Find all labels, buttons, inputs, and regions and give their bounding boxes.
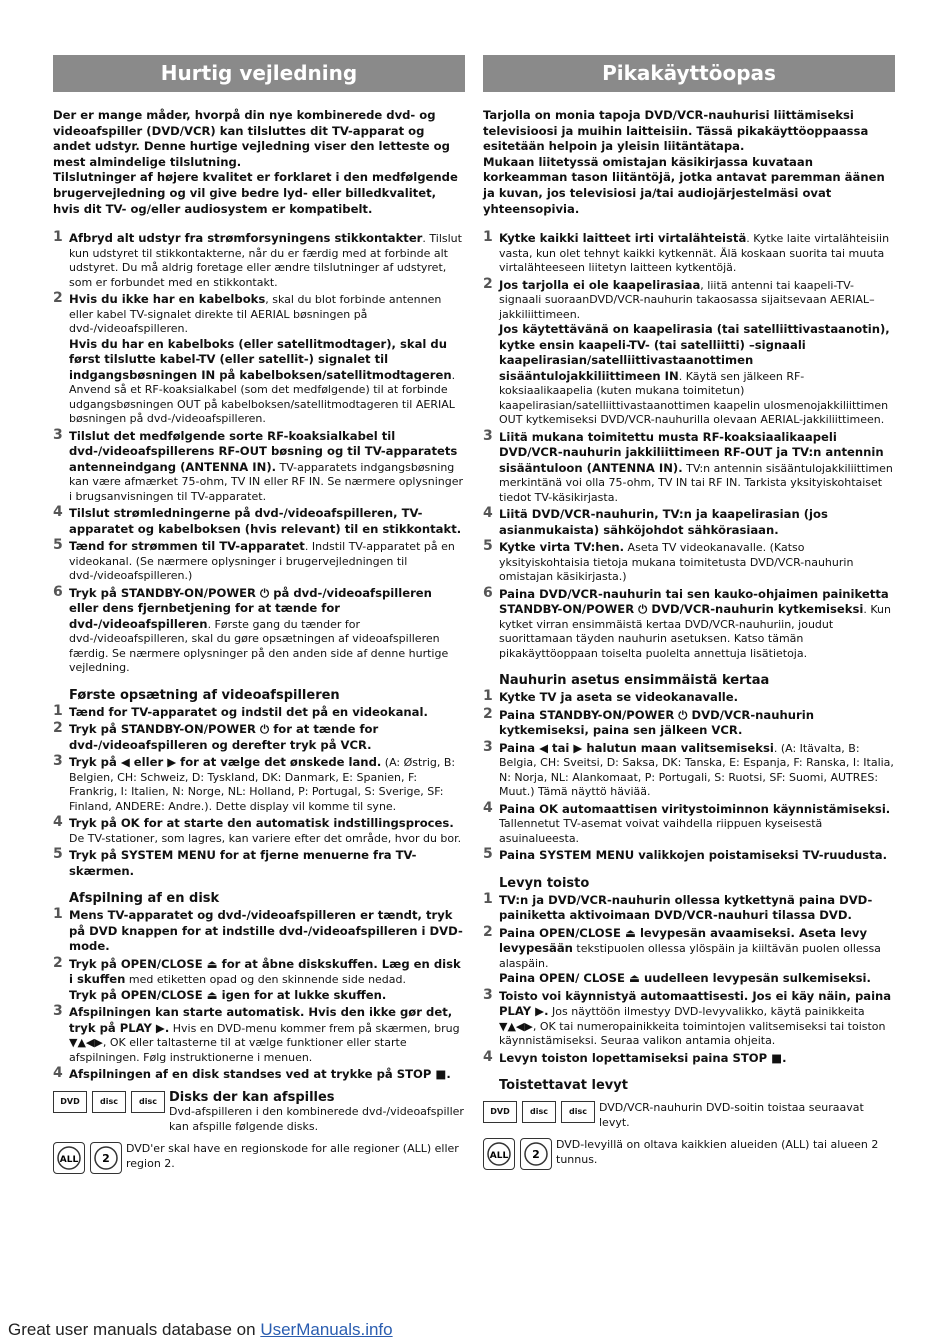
step-instruction: Tryk på SYSTEM MENU for at fjerne menuerne fra TV-skærmen. [69, 848, 417, 878]
footer-link[interactable]: UserManuals.info [260, 1320, 393, 1339]
step-number: 3 [483, 427, 493, 444]
discs-description: Dvd-afspilleren i den kombinerede dvd-/videoafspiller kan afspille følgende disks. [169, 1105, 464, 1133]
step-detail: Jos näyttöön ilmestyy DVD-levyvalikko, käytä painikkeita ▼▲◀▶, OK tai numeropainikkeita toimintojen valitsemiseksi tai toiston käynnistämiseksi. Seuraa valikon antamia ohjeita. [499, 1005, 886, 1048]
step-instruction: Paina SYSTEM MENU valikkojen poistamiseksi TV-ruudusta. [499, 848, 887, 863]
setup-heading: Nauhurin asetus ensimmäistä kertaa [499, 673, 770, 689]
step-number: 5 [483, 846, 493, 863]
step-detail: . Kytke laite virtalähteisiin vasta, kun olet tehnyt kaikki kytkennät. Älä koskaan suorita tai muuta virtalähteeseen liitetyn laitteen kytkentöjä. [499, 232, 890, 275]
step-number: 3 [53, 753, 63, 770]
step-item [483, 890, 895, 924]
step-detail: TV-apparatets indgangsbøsning kan være afmærket 75-ohm, TV IN eller RF IN. Se nærmere oplysninger i brugsanvisningen til TV-apparatet. [69, 460, 463, 503]
step-instruction: Tænd for TV-apparatet og indstil det på en videokanal. [69, 704, 428, 719]
step-instruction: Afspilningen kan starte automatisk. Hvis den ikke gør det, tryk på PLAY ▶. [69, 1005, 453, 1035]
step-detail: . Kun kytket virran ensimmäistä kertaa DVD/VCR-nauhuriin, joudut suorittamaan täyden nauhurin asetuksen. Katso tämän pikakäyttöoppaan toiselta puolelta annettuja lisätietoja. [499, 603, 891, 660]
step-item [53, 702, 465, 721]
step-number: 1 [483, 890, 493, 907]
step-item [53, 292, 465, 427]
region-2-globe-icon [520, 1138, 552, 1170]
step-instruction: Paina STANDBY-ON/POWER ⏻ DVD/VCR-nauhurin kytkemiseksi, paina sen jälkeen VCR. [499, 707, 814, 738]
step-number: 6 [483, 584, 493, 601]
connection-steps [53, 231, 465, 676]
step-number: 2 [53, 290, 63, 307]
step-number: 2 [483, 923, 493, 940]
svg-text:ALL: ALL [59, 1155, 79, 1166]
step-number: 4 [483, 1048, 493, 1065]
finnish-column [483, 55, 895, 1170]
step-instruction: Tryk på OK for at starte den automatisk indstillingsproces. [69, 816, 454, 831]
step-instruction: Hvis du ikke har en kabelboks [69, 292, 266, 307]
step-number: 1 [483, 229, 493, 246]
step-instruction: Kytke TV ja aseta se videokanavalle. [499, 690, 739, 705]
step-item [53, 848, 465, 879]
intro-text [53, 108, 465, 217]
step-detail: Aseta TV videokanavalle. (Katso yksityiskohtaisia tietoja mukana toimitetusta DVD/VCR-nauhurin omistajan käsikirjasta.) [499, 541, 854, 584]
step-instruction: Jos tarjolla ei ole kaapelirasiaa [499, 277, 701, 292]
setup-steps [53, 702, 465, 880]
region-codes [483, 1138, 895, 1170]
step-item [483, 507, 895, 538]
play-heading: Levyn toisto [499, 875, 590, 891]
region-all-globe-icon [53, 1142, 85, 1174]
step-detail: De TV-stationer, som lagres, kan variere efter det område, hvor du bor. [69, 831, 462, 845]
step-number: 6 [53, 583, 63, 600]
step-item [53, 908, 465, 955]
step-instruction: Afbryd alt udstyr fra strømforsyningens stikkontakter [69, 231, 423, 246]
step-number: 2 [483, 705, 493, 722]
step-item [483, 705, 895, 739]
step-item [483, 986, 895, 1049]
step-instruction: Tryk på OPEN/CLOSE ⏏ for at åbne diskskuffen. Læg en disk i skuffen [69, 956, 461, 987]
danish-column [53, 55, 465, 1174]
cd-logo-icon: disc [92, 1091, 126, 1113]
step-item [483, 275, 895, 428]
step-item [53, 1005, 465, 1065]
step-item [483, 848, 895, 864]
step-instruction: Jos käytettävänä on kaapelirasia (tai satelliittivastaanotin), kytke ensin kaapeli-TV- (tai satelliitti) –signaali kaapelirasian/satelliittivastaanottimen sisääntulojakkiliittimeen IN [499, 322, 890, 383]
step-number: 1 [53, 229, 63, 246]
step-detail: med etiketten opad og den skinnende side nedad. [125, 973, 407, 987]
disc-types [483, 1101, 895, 1130]
disc-types [53, 1091, 465, 1135]
step-instruction: Tryk på OPEN/CLOSE ⏏ igen for at lukke skuffen. [69, 987, 387, 1002]
step-instruction: Liitä mukana toimitettu musta RF-koaksiaalikaapeli DVD/VCR-nauhurin jakkiliittimeen RF-OUT ja TV:n antennin sisääntuloon (ANTENNA IN). [499, 429, 884, 475]
step-instruction: Levyn toiston lopettamiseksi paina STOP ■. [499, 1050, 787, 1065]
step-number: 1 [483, 688, 493, 705]
step-instruction: Tryk på ◀ eller ▶ for at vælge det ønskede land. [69, 755, 382, 770]
intro-text [483, 108, 895, 217]
step-item [53, 539, 465, 584]
step-detail: , skal du blot forbinde antennen eller kabel TV-signalet direkte til AERIAL bøsningen på dvd-/videoafspilleren. [69, 293, 442, 336]
step-number: 3 [53, 1003, 63, 1020]
disc-types-text [169, 1091, 465, 1135]
cd-digital-audio-logo-icon: disc [131, 1091, 165, 1113]
region-all-globe-icon [483, 1138, 515, 1170]
step-number: 4 [483, 505, 493, 522]
step-number: 4 [53, 1065, 63, 1082]
step-item [53, 583, 465, 676]
cd-logo-icon: disc [522, 1101, 556, 1123]
intro-paragraph: Mukaan liitetyssä omistajan käsikirjassa kuvataan korkeamman tason liitäntöjä, jotka antavat paremman äänen ja kuvan, jos televisiosi ja/tai audiojärjestelmäsi ovat yhteensopivia. [483, 154, 885, 216]
step-instruction: Kytke virta TV:hen. [499, 540, 625, 555]
step-item [483, 584, 895, 662]
step-detail: Tallennetut TV-asemat voivat vaihdella riippuen kyseisestä asuinalueesta. [499, 817, 823, 845]
step-number: 2 [53, 954, 63, 971]
step-detail: TV:n antennin sisääntulojakkiliittimen merkintänä voi olla 75-ohm, TV IN tai RF IN. Tarkista yksityiskohtaiset tiedot TV-käsikirjasta. [499, 461, 893, 504]
step-item [53, 231, 465, 290]
step-detail: , liitä antenni tai kaapeli-TV-signaali suoraanDVD/VCR-nauhurin takaosassa sijaitsevaan AERIAL–jakkiliittimeen. [499, 278, 875, 321]
step-instruction: Mens TV-apparatet og dvd-/videoafspilleren er tændt, tryk på DVD knappen for at indstille dvd-/videoafspilleren i DVD-mode. [69, 908, 463, 954]
connection-steps [483, 231, 895, 661]
cd-digital-audio-logo-icon: disc [561, 1101, 595, 1123]
step-number: 3 [53, 426, 63, 443]
step-item [53, 506, 465, 537]
disc-logos [483, 1101, 595, 1123]
step-number: 5 [53, 846, 63, 863]
step-item [483, 231, 895, 276]
svg-text:2: 2 [102, 1152, 110, 1166]
step-detail: (A: Østrig, B: Belgien, CH: Schweiz, D: Tyskland, DK: Danmark, E: Spanien, F: Frankrig, I: Italien, N: Norge, NL: Holland, P: Portugal, S: Sverige, SF: Finland, ANDERE: Andre.). Dette display vil komme til syne. [69, 756, 456, 813]
step-item [483, 923, 895, 987]
step-number: 1 [53, 702, 63, 719]
step-instruction: Tilslut strømledningerne på dvd-/videoafspilleren, TV-apparatet og kabelboksen (hvis relevant) til en stikkontakt. [69, 506, 462, 536]
step-detail: . Indstil TV-apparatet på en videokanal. (Se nærmere oplysninger i brugervejledningen til dvd-/videoafspilleren.) [69, 540, 455, 583]
step-item [483, 738, 895, 800]
region-logos [53, 1142, 122, 1174]
step-detail: tekstipuolen ollessa ylöspäin ja kiiltävän puolen ollessa alaspäin. [499, 942, 881, 970]
step-number: 5 [53, 537, 63, 554]
dvd-logo-icon: DVD [483, 1101, 517, 1123]
step-number: 5 [483, 538, 493, 555]
region-codes [53, 1142, 465, 1174]
region-description: DVD'er skal have en regionskode for alle regioner (ALL) eller region 2. [126, 1142, 459, 1170]
step-item [483, 799, 895, 847]
step-detail: . Tilslut kun udstyret til stikkontakterne, når du er færdig med at forbinde alt udstyret. Du må aldrig foretage eller ændre tilslutninger af udstyret, som er forbundet med en stikkontakt. [69, 232, 462, 289]
step-detail: . (A: Itävalta, B: Belgia, CH: Sveitsi, D: Saksa, DK: Tanska, E: Espanja, F: Ranska, I: Italia, N: Norja, NL: Alankomaat, P: Portugali, S: Ruotsi, SF: Suomi, AUTRES: Muut.) Tämä näyttö häviää. [499, 741, 894, 799]
step-instruction: Tænd for strømmen til TV-apparatet [69, 539, 305, 554]
intro-paragraph: Tilslutninger af højere kvalitet er forklaret i den medfølgende brugervejledning og vil give bedre lyd- eller billedkvalitet, hvis dit TV- og/eller audiosystem er kompatibelt. [53, 170, 458, 216]
step-instruction: Paina ◀ tai ▶ halutun maan valitsemiseksi [499, 740, 774, 755]
step-instruction: Toisto voi käynnistyä automaattisesti. Jos ei käy näin, paina PLAY ▶. [499, 988, 892, 1019]
discs-description: DVD/VCR-nauhurin DVD-soitin toistaa seuraavat levyt. [599, 1101, 864, 1129]
step-instruction: Paina OK automaattisen viritystoiminnon käynnistämiseksi. [499, 801, 891, 816]
step-item [483, 1048, 895, 1067]
step-number: 4 [53, 814, 63, 831]
step-instruction: Paina OPEN/ CLOSE ⏏ uudelleen levypesän sulkemiseksi. [499, 971, 871, 986]
step-instruction: Liitä DVD/VCR-nauhurin, TV:n ja kaapelirasian (jos asianmukaista) sähköjohdot sähkörasiaan. [499, 507, 828, 537]
play-heading: Afspilning af en disk [69, 891, 220, 907]
step-instruction: Tryk på STANDBY-ON/POWER ⏻ for at tænde for dvd-/videoafspilleren og derefter tryk på VCR. [69, 722, 379, 752]
step-item [53, 954, 465, 1004]
svg-text:2: 2 [532, 1148, 540, 1162]
step-number: 2 [483, 275, 493, 292]
step-item [53, 426, 465, 505]
step-item [483, 540, 895, 585]
play-steps [483, 890, 895, 1067]
intro-paragraph: Tarjolla on monia tapoja DVD/VCR-nauhurisi liittämiseksi televisioosi ja muihin laitteisiin. Tässä pikakäyttöoppaassa esitetään helpoin ja yleisin liitäntätapa. [483, 108, 869, 154]
section-title: Pikakäyttöopas [483, 55, 895, 92]
step-instruction: TV:n ja DVD/VCR-nauhurin ollessa kytkettynä paina DVD-painiketta aktivoimaan DVD/VCR-nauhuri tilassa DVD. [499, 892, 873, 923]
play-steps [53, 908, 465, 1083]
step-number: 2 [53, 720, 63, 737]
disc-logos [53, 1091, 165, 1113]
discs-heading: Disks der kan afspilles [169, 1089, 335, 1105]
step-item [483, 427, 895, 506]
footer [8, 1320, 393, 1340]
step-detail: Hvis en DVD-menu kommer frem på skærmen, brug ▼▲◀▶, OK eller taltasterne til at vælge funktioner eller starte afspilningen. Følg instruktionerne i menuen. [69, 1021, 460, 1064]
setup-heading: Første opsætning af videoafspilleren [69, 687, 340, 703]
setup-steps [483, 690, 895, 864]
intro-paragraph: Der er mange måder, hvorpå din nye kombinerede dvd- og videoafspiller (DVD/VCR) kan tilsluttes dit TV-apparat og andet udstyr. Denne hurtige vejledning viser den letteste og mest almindelige tilslutning. [53, 108, 450, 169]
region-2-globe-icon [90, 1142, 122, 1174]
step-instruction: Paina DVD/VCR-nauhurin tai sen kauko-ohjaimen painiketta STANDBY-ON/POWER ⏻ DVD/VCR-nauhurin kytkemiseksi [499, 586, 889, 617]
footer-text: Great user manuals database on [8, 1320, 261, 1339]
step-number: 3 [483, 738, 493, 755]
step-item [53, 1067, 465, 1083]
section-title: Hurtig vejledning [53, 55, 465, 92]
dvd-logo-icon: DVD [53, 1091, 87, 1113]
step-number: 4 [483, 799, 493, 816]
step-number: 1 [53, 906, 63, 923]
step-instruction: Tilslut det medfølgende sorte RF-koaksialkabel til dvd-/videoafspillerens RF-OUT bøsning og til TV-apparatets antenneindgang (ANTENNA IN). [69, 428, 458, 474]
step-instruction: Hvis du har en kabelboks (eller satellitmodtager), skal du først tilslutte kabel-TV (eller satellit-) signalet til indgangsbøsningen IN på kabelboksen/satellitmodtageren [69, 336, 452, 382]
step-item [53, 755, 465, 814]
step-instruction: Afspilningen af en disk standses ved at trykke på STOP ■. [69, 1067, 451, 1082]
step-number: 4 [53, 504, 63, 521]
step-detail: . Käytä sen jälkeen RF-koksiaalikaapelia (kuten mukana toimitetun) kaapelirasian/satelliittivastaanottimen kaapelin ulosmenojakkiliittimen OUT kytkemiseksi DVD/VCR-nauhurilla olevaan AERIAL-jakkiliittimeen. [499, 369, 889, 427]
discs-heading: Toistettavat levyt [499, 1078, 628, 1094]
step-item [53, 816, 465, 846]
step-instruction: Paina OPEN/CLOSE ⏏ levypesän avaamiseksi. Aseta levy levypesään [499, 925, 868, 956]
svg-text:ALL: ALL [489, 1151, 509, 1162]
step-number: 3 [483, 986, 493, 1003]
step-detail: . Første gang du tænder for dvd-/videoafspilleren, skal du gøre opsætningen af videoafspilleren færdig. Se nærmere oplysninger på den anden side af denne hurtige vejledning. [69, 617, 449, 675]
step-detail: . Anvend så et RF-koaksialkabel (som det medfølgende) til at forbinde udgangsbøsningen OUT på kabelboksen/satellitmodtageren til AERIAL bøsningen på dvd-/videoafspilleren. [69, 368, 456, 426]
step-item [483, 690, 895, 706]
region-logos [483, 1138, 552, 1170]
step-item [53, 722, 465, 753]
region-description: DVD-levyillä on oltava kaikkien alueiden (ALL) tai alueen 2 tunnus. [556, 1138, 879, 1166]
step-instruction: Tryk på STANDBY-ON/POWER ⏻ på dvd-/videoafspilleren eller dens fjernbetjening for at tænde for dvd-/videoafspilleren [69, 585, 432, 631]
step-instruction: Kytke kaikki laitteet irti virtalähteistä [499, 231, 747, 246]
